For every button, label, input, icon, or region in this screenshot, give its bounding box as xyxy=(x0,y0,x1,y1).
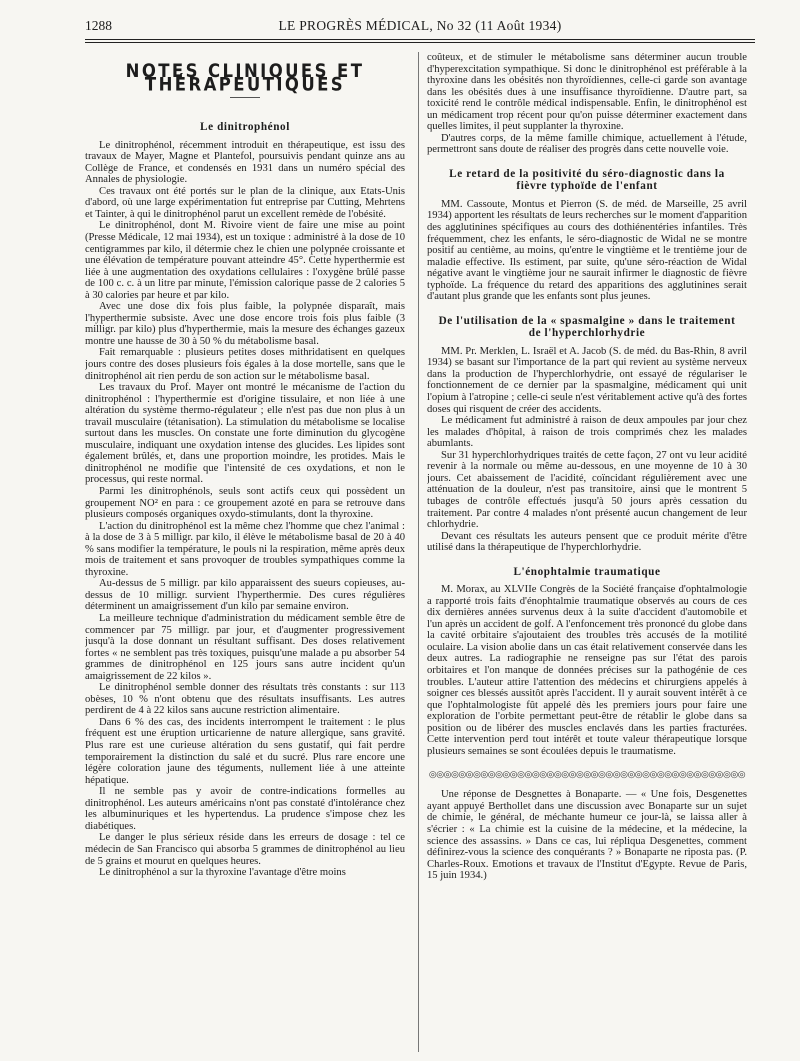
paragraph: MM. Cassoute, Montus et Pierron (S. de méd. de Marseille, 25 avril 1934) apportent les résultats de leurs recherches sur le moment d'apparition des agglutinines spécifiques au cours des dothiénentéries infantiles. Très fréquemment, chez les enfants, le séro-diagnostic de Widal ne se montre positif au centième, au moins, qu'entre le vingtième et le trentième jour de maladie effective. Ils estiment, par suite, qu'une séro-réaction de Widal négative avant le vingtième jour ne saurait infirmer le diagnostic de fièvre typhoïde. La fréquence du retard des apparitions des agglutinines serait d'autant plus grande que les enfants sont plus jeunes. xyxy=(427,198,747,303)
paragraph: Le dinitrophénol a sur la thyroxine l'avantage d'être moins xyxy=(99,867,346,879)
header-rule-thin xyxy=(85,42,755,43)
paragraph: coûteux, et de stimuler le métabolisme sans déterminer aucun trouble d'hyperexcitation sympathique. Si donc le dinitrophénol est préférable à la thyroxine dans les obésités non thyroïdiennes, celle-ci garde son avantage dans les obésités dues à une insuffisance thyroïdienne. D'autre part, sa toxicité rend le contrôle médical indispensable. Enfin, le dinitrophénol est un médicament trop récent pour qu'on puisse déterminer exactement dans quelles limites, il peut supplanter la thyroxine. xyxy=(427,52,747,133)
article-title: L'énophtalmie traumatique xyxy=(513,565,661,578)
paragraph: Au-dessus de 5 milligr. par kilo apparaissent des sueurs copieuses, au-dessus de 10 milligr. survient l'hyperthermie. Des cures régulières déterminent un amaigrissement d'un kilo par semaine environ. xyxy=(85,578,405,613)
right-column xyxy=(427,52,747,1052)
paragraph: Sur 31 hyperchlorhydriques traités de cette façon, 27 ont vu leur acidité revenir à la normale ou même au-dessous, en une moyenne de 10 à 30 jours. Cet abaissement de l'acidité, coïncidant régulièrement avec une atténuation de la douleur, n'est pas transitoire, ainsi que le montrent 5 tubages de contrôle effectués jusqu'à 50 jours après cessation du traitement. Par contre 4 malades n'ont présenté aucun changement de leur chlorhydrie. xyxy=(427,449,747,531)
paragraph: La meilleure technique d'administration du médicament semble être de commencer par 75 milligr. par jour, et d'augmenter progressivement jusqu'à la dose donnant un résultant suffisant. Des doses relativement fortes « ne semblent pas très toxiques, puisqu'une malade a pu absorber 54 grammes de dinitrophénol en 125 jours sans autre incident qu'un amaigrissement de 22 kilos ». xyxy=(85,613,405,682)
paragraph: M. Morax, au XLVIIe Congrès de la Société française d'ophtalmologie a rapporté trois faits d'énophtalmie traumatique observés au cours de ces dix dernières années survenus deux à la suite d'accident d'automobile et l'un après un accident de golf. A l'enfoncement très prononcé du globe dans la cavité orbitaire s'ajoutaient des troubles très accusés de la motilité oculaire. La vision abolie dans un cas était relativement conservée dans les deux autres. La radiographie ne renseigne pas sur l'état des parois orbitaires et l'on manque de données précises sur la pathogénie de ces troubles. L'auteur attire l'attention des médecins et chirurgiens appelés à soigner ces blessés aussitôt après l'accident. Il y aurait souvent intérêt à ce que l'ophtalmologiste fût appelé dès les premiers jours pour faire une exploration de l'orbite permettant peut-être de rétablir le globe dans sa position ou de libérer des muscles enclavés dans les parties fracturées. Cette intervention perd tout intérêt et toute valeur thérapeutique lorsque plusieurs semaines se sont écoulées depuis le traumatisme. xyxy=(427,584,747,757)
paragraph: L'action du dinitrophénol est la même chez l'homme que chez l'animal : à la dose de 3 à 5 milligr. par kilo, il élève le métabolisme basal de 20 à 40 % sans modifier la température, le pouls ni la respiration, même après deux mois de traitement et sans provoquer de troubles sympathiques comme la thyroxine. xyxy=(85,520,405,578)
section-title: NOTES CLINIQUES ET THÉRAPEUTIQUES xyxy=(125,60,365,95)
paragraph: Le médicament fut administré à raison de deux ampoules par jour chez les malades d'hôpital, à raison de trois comprimés chez les malades abumlants. xyxy=(427,415,747,450)
paragraph: Les travaux du Prof. Mayer ont montré le mécanisme de l'action du dinitrophénol : l'hyperthermie est d'origine tissulaire, et non liée à une altération du système thermo-régulateur ; elle n'est pas due non plus à un travail musculaire (tétanisation). La stimulation du métabolisme se localise surtout dans les muscles. On constate une forte diminution du glycogène musculaire, indiquant une oxydation intense des glucides. Les lipides sont également brûlés, et, dans une proportion moindre, les protides. Mais le dinitrophénol ne modifie que l'intensité de ces oxydations, et non le processus, qui reste normal. xyxy=(85,382,405,486)
paragraph: Le dinitrophénol semble donner des résultats très constants : sur 113 obèses, 10 % n'ont obtenu que des résultats insuffisants. Les autres perdirent de 4 à 22 kilos sans aucune restriction alimentaire. xyxy=(85,682,405,717)
paragraph: Ces travaux ont été portés sur le plan de la clinique, aux Etats-Unis d'abord, où une large expérimentation fut entreprise par Cutting, Mehrtens et Tainter, à qui le dinitrophénol parut un excellent remède de l'obésité. xyxy=(85,185,405,220)
running-header xyxy=(85,18,755,38)
running-title: LE PROGRÈS MÉDICAL, No 32 (11 Août 1934) xyxy=(278,18,562,33)
anecdote: Une réponse de Desgnettes à Bonaparte. — « Une fois, Desgenettes ayant appuyé Berthollet dans une discussion avec Bonaparte sur un sujet de chimie, le général, de méchante humeur ce jour-là, se laissa aller à s'écrier : « La chimie est la cuisine de la médecine, et la médecine, la science des assassins. » Dans ce cas, lui répliqua Desgenettes, comment définirez-vous la science des conquérants ? » Bonaparte ne riposta pas. (P. Charles-Roux. Emotions et travaux de l'Institut d'Egypte. Revue de Paris, 15 juin 1934.) xyxy=(427,789,747,882)
paragraph: MM. Pr. Merklen, L. Israël et A. Jacob (S. de méd. du Bas-Rhin, 8 avril 1934) se basant sur l'importance de la part qui revient au système nerveux dans la production de l'hyperchlorhydrie, ont essayé de régulariser le fonctionnement de ce dernier par la spasmalgine, médicament qui unit l'opium à l'atropine ; celle-ci seule n'est véritablement active qu'à des fortes doses qui risquent de créer des accidents. xyxy=(427,345,747,415)
paragraph: Dans 6 % des cas, des incidents interrompent le traitement : le plus fréquent est une éruption urticarienne de nature allergique, sans gravité. Plus rare est une curieuse altération du sens gustatif, qui fait perdre temporairement la distinction du salé et du sucré. Plus rare encore une légère coloration jaune des téguments, nullement liée à une atteinte hépatique. xyxy=(85,716,405,786)
decorative-border: ◎◎◎◎◎◎◎◎◎◎◎◎◎◎◎◎◎◎◎◎◎◎◎◎◎◎◎◎◎◎◎◎◎◎◎◎◎◎◎◎◎◎◎ xyxy=(428,769,746,780)
paragraph: Parmi les dinitrophénols, seuls sont actifs ceux qui possèdent un groupement NO² en para : ce groupement azoté en para se retrouve dans plusieurs composés organiques oxydo-stimulants, dont la thyroxine. xyxy=(85,486,405,521)
paragraph: D'autres corps, de la même famille chimique, actuellement à l'étude, permettront sans doute de réaliser des progrès dans cette nouvelle voie. xyxy=(427,132,747,156)
header-rule xyxy=(85,39,755,40)
left-column xyxy=(85,56,405,1056)
paragraph: Devant ces résultats les auteurs pensent que ce produit mérite d'être utilisé dans la thérapeutique de l'hyperchlorhydrie. xyxy=(427,530,747,554)
paragraph: Avec une dose dix fois plus faible, la polypnée disparaît, mais l'hyperthermie subsiste. Avec une dose encore trois fois plus faible (3 milligr. par kilo) plus d'hyperthermie, mais la mesure des échanges gazeux montre une hausse de 30 à 50 % du métabolisme basal. xyxy=(85,301,405,347)
paragraph: Le dinitrophénol, dont M. Rivoire vient de faire une mise au point (Presse Médicale, 12 mai 1934), est un toxique : administré à la dose de 10 centigrammes par kilo, il détermie chez le chien une polypnée croissante et une élévation de température pouvant atteindre 45°. Cette hyperthermie est liée à une augmentation des oxydations cellulaires : l'oxygène brûlé passe de 100 c. c. à un litre par minute, l'émission calorique passe de 2 calories 5 à 30 calories par heure et par kilo. xyxy=(85,220,405,301)
paragraph: Le danger le plus sérieux réside dans les erreurs de dosage : tel ce médecin de San Francisco qui absorba 5 grammes de dinitrophénol au lieu de 5 grains et mourut en quelques heures. xyxy=(85,832,405,867)
paragraph: Fait remarquable : plusieurs petites doses mithridatisent en quelques jours contre des doses plusieurs fois égales à la dose mortelle, sans que le dinitrophénol ait rien perdu de son action sur le métabolisme basal. xyxy=(85,347,405,382)
column-divider xyxy=(418,52,419,1052)
paragraph: Le dinitrophénol, récemment introduit en thérapeutique, est issu des travaux de Mayer, Magne et Plantefol, poursuivis pendant quinze ans au Collège de France, et condensés en 1931 dans un numéro spécial des Annales de physiologie. xyxy=(85,139,405,186)
article-title: De l'utilisation de la « spasmalgine » dans le traitement de l'hyperchlorhydrie xyxy=(438,314,736,340)
paragraph: Il ne semble pas y avoir de contre-indications formelles au dinitrophénol. Les auteurs américains n'ont pas constaté d'intolérance chez les albuminuriques et les hypertendus. La prudence s'impose chez les diabétiques. xyxy=(85,786,405,832)
article-title: Le dinitrophénol xyxy=(200,121,290,134)
page-number: 1288 xyxy=(85,18,112,33)
article-title: Le retard de la positivité du séro-diagnostic dans la fièvre typhoïde de l'enfant xyxy=(449,167,725,193)
